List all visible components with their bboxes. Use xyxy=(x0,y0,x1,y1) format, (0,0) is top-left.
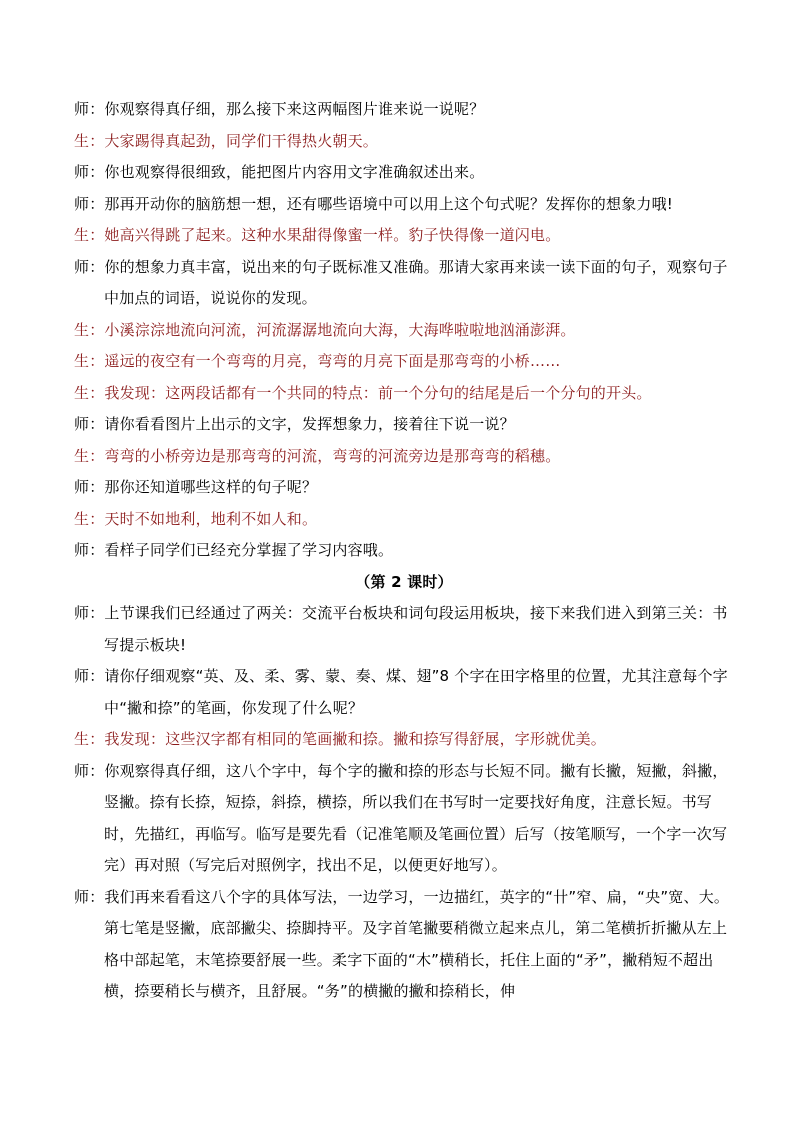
teacher-line: 师：你观察得真仔细，这八个字中，每个字的撇和捺的形态与长短不同。撇有长撇，短撇，斜撇，竖撇。捺有长捺，短捺，斜捺，横捺，所以我们在书写时一定要找好角度，注意长短。书写时，先描红，再临写。临写是要先看（记准笔顺及笔画位置）后写（按笔顺写，一个字一次写完）再对照（写完后对照例字，找出不足，以便更好地写）。 xyxy=(74,761,728,874)
teacher-line: 师：看样子同学们已经充分掌握了学习内容哦。 xyxy=(74,541,394,559)
teacher-line: 师：你的想象力真丰富，说出来的句子既标准又准确。那请大家再来读一读下面的句子，观察句子中加点的词语，说说你的发现。 xyxy=(74,257,728,307)
teacher-line: 师：上节课我们已经通过了两关：交流平台板块和词句段运用板块，接下来我们进入到第三关：书写提示板块! xyxy=(74,604,728,654)
teacher-line: 师：你也观察得很细致，能把图片内容用文字准确叙述出来。 xyxy=(74,163,485,181)
teacher-line: 师：请你仔细观察“英、及、柔、雾、蒙、奏、煤、翅”8 个字在田字格里的位置，尤其注意每个字中“撇和捺”的笔画，你发现了什么呢？ xyxy=(74,667,728,717)
student-line: 生：小溪淙淙地流向河流，河流潺潺地流向大海，大海哗啦啦地汹涌澎湃。 xyxy=(74,320,576,339)
student-line: 生：我发现：这些汉字都有相同的笔画撇和捺。撇和捺写得舒展，字形就优美。 xyxy=(74,730,607,748)
document-body xyxy=(74,94,734,1008)
teacher-line: 师：那你还知道哪些这样的句子呢？ xyxy=(74,478,318,496)
teacher-line: 师：请你看看图片上出示的文字，发挥想象力，接着往下说一说？ xyxy=(74,415,515,433)
student-line: 生：遥远的夜空有一个弯弯的月亮，弯弯的月亮下面是那弯弯的小桥…… xyxy=(74,352,561,370)
student-line: 生：我发现：这两段话都有一个共同的特点：前一个分句的结尾是后一个分句的开头。 xyxy=(74,383,652,402)
teacher-line: 师：我们再来看看这八个字的具体写法，一边学习，一边描红，英字的“卄”窄、扁，“央”宽、大。第七笔是竖撇，底部撇尖、捺脚持平。及字首笔撇要稍微立起来点儿，第二笔横折折撇从左上格中部起笔，末笔捺要舒展一些。柔字下面的“木”横稍长，托住上面的“矛”，撇稍短不超出横，捺要稍长与横齐，且舒展。“务”的横撇的撇和捺稍长，伸 xyxy=(74,887,730,1000)
student-line: 生：天时不如地利，地利不如人和。 xyxy=(74,509,318,528)
student-line: 生：弯弯的小桥旁边是那弯弯的河流，弯弯的河流旁边是那弯弯的稻穗。 xyxy=(74,446,561,465)
section-heading: （第 2 课时） xyxy=(355,572,453,591)
teacher-line: 师：那再开动你的脑筋想一想，还有哪些语境中可以用上这个句式呢？发挥你的想象力哦! xyxy=(74,194,674,213)
student-line: 生：大家踢得真起劲，同学们干得热火朝天。 xyxy=(74,131,379,150)
student-line: 生：她高兴得跳了起来。这种水果甜得像蜜一样。豹子快得像一道闪电。 xyxy=(74,226,561,244)
teacher-line: 师：你观察得真仔细，那么接下来这两幅图片谁来说一说呢？ xyxy=(74,100,485,118)
